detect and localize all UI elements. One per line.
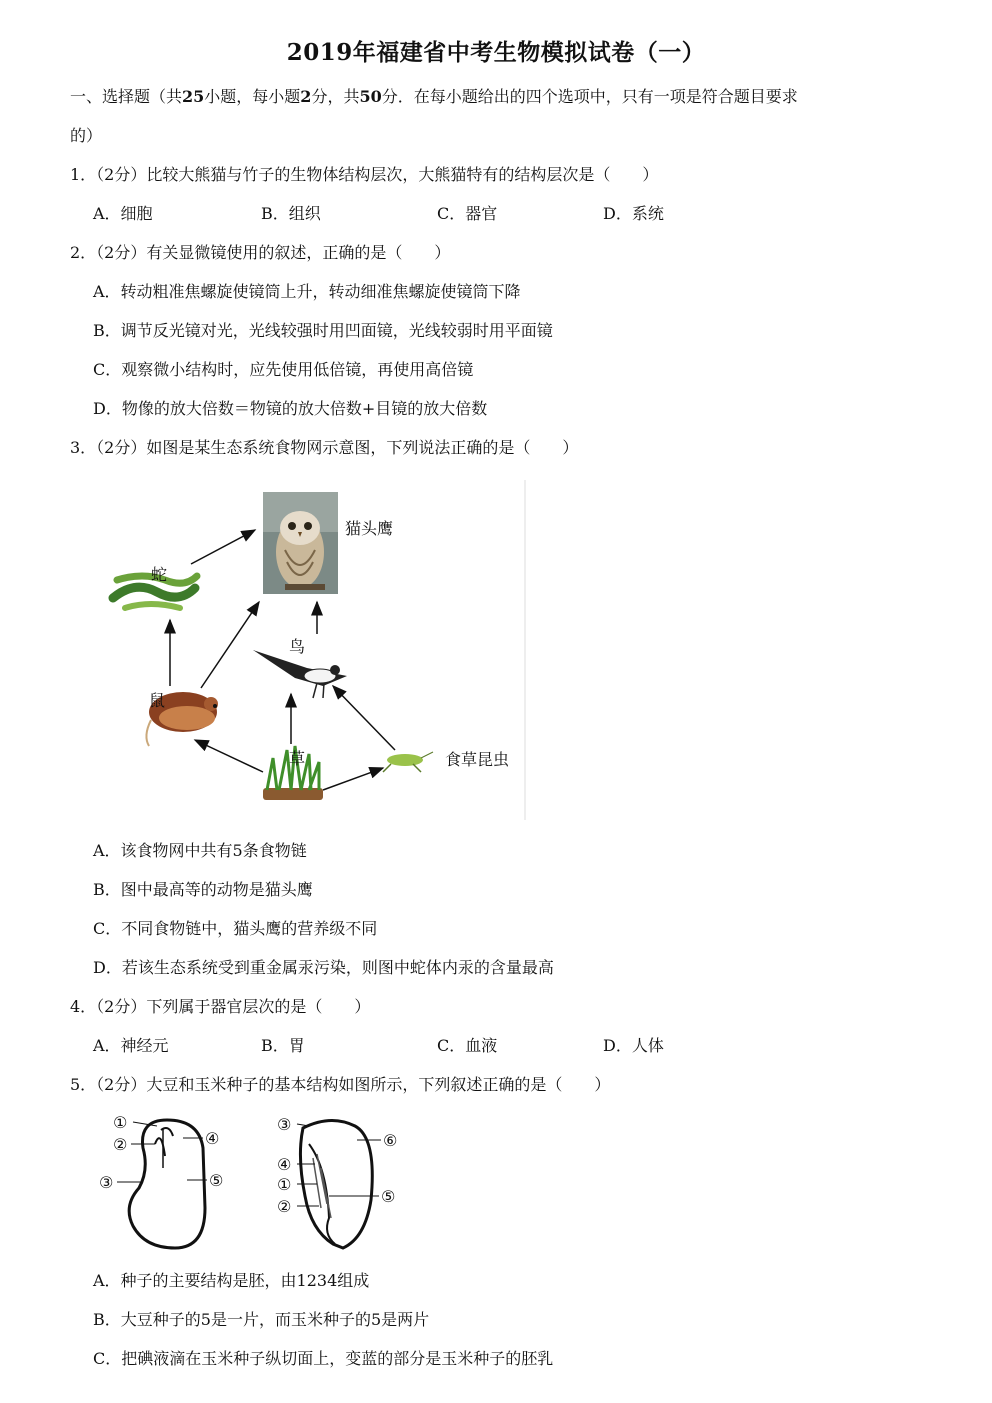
section-heading-cont: 的） bbox=[70, 126, 103, 145]
bean-label-2: ② bbox=[113, 1135, 128, 1154]
bird-picture bbox=[253, 650, 347, 698]
insect-picture bbox=[383, 752, 433, 772]
q2-stem: 2．（2分）有关显微镜使用的叙述，正确的是（ ） bbox=[70, 243, 451, 262]
arrow-grass-mouse bbox=[195, 740, 263, 772]
q1-option-c[interactable]: C．器官 bbox=[437, 204, 498, 223]
bean-label-5: ⑤ bbox=[209, 1171, 224, 1190]
label-grass: 草 bbox=[289, 749, 306, 768]
section-heading-p1: 一、选择题（共 bbox=[70, 87, 183, 106]
question-count: 25 bbox=[182, 87, 205, 106]
bean-seed-drawing bbox=[99, 1113, 223, 1248]
q4-option-d[interactable]: D．人体 bbox=[603, 1036, 664, 1055]
section-heading-p3: 分，共 bbox=[311, 87, 360, 106]
corn-label-1: ① bbox=[277, 1175, 292, 1194]
corn-label-3: ③ bbox=[277, 1115, 292, 1134]
label-mouse: 鼠 bbox=[149, 691, 166, 710]
q3-option-d[interactable]: D．若该生态系统受到重金属汞污染，则图中蛇体内汞的含量最高 bbox=[93, 958, 554, 977]
section-heading bbox=[70, 86, 798, 108]
q5-option-a[interactable]: A．种子的主要结构是胚，由1234组成 bbox=[93, 1271, 370, 1290]
q2-option-b[interactable]: B．调节反光镜对光，光线较强时用凹面镜，光线较弱时用平面镜 bbox=[93, 321, 553, 340]
points-each: 2 bbox=[300, 87, 312, 106]
corn-label-6: ⑥ bbox=[383, 1131, 398, 1150]
q1-option-d[interactable]: D．系统 bbox=[603, 204, 664, 223]
label-bird: 鸟 bbox=[289, 637, 306, 656]
q2-option-a[interactable]: A．转动粗准焦螺旋使镜筒上升，转动细准焦螺旋使镜筒下降 bbox=[93, 282, 521, 301]
corn-label-5: ⑤ bbox=[381, 1187, 396, 1206]
q4-stem: 4．（2分）下列属于器官层次的是（ ） bbox=[70, 997, 371, 1016]
corn-seed-drawing bbox=[277, 1115, 397, 1248]
bean-label-1: ① bbox=[113, 1113, 128, 1132]
corn-label-4: ④ bbox=[277, 1155, 292, 1174]
q5-stem: 5．（2分）大豆和玉米种子的基本结构如图所示，下列叙述正确的是（ ） bbox=[70, 1075, 611, 1094]
q1-stem: 1．（2分）比较大熊猫与竹子的生物体结构层次，大熊猫特有的结构层次是（ ） bbox=[70, 165, 659, 184]
q2-option-d[interactable]: D．物像的放大倍数＝物镜的放大倍数+目镜的放大倍数 bbox=[93, 399, 488, 418]
seed-structure-figure bbox=[95, 1108, 415, 1258]
q4-option-c[interactable]: C．血液 bbox=[437, 1036, 498, 1055]
q5-option-b[interactable]: B．大豆种子的5是一片，而玉米种子的5是两片 bbox=[93, 1310, 430, 1329]
arrow-snake-owl bbox=[191, 530, 255, 564]
label-snake: 蛇 bbox=[151, 565, 168, 584]
q3-stem: 3．（2分）如图是某生态系统食物网示意图，下列说法正确的是（ ） bbox=[70, 438, 579, 457]
bean-label-4: ④ bbox=[205, 1129, 220, 1148]
q5-option-c[interactable]: C．把碘液滴在玉米种子纵切面上，变蓝的部分是玉米种子的胚乳 bbox=[93, 1349, 554, 1368]
q4-option-b[interactable]: B．胃 bbox=[261, 1036, 305, 1055]
arrow-mouse-owl bbox=[201, 602, 259, 688]
q3-option-b[interactable]: B．图中最高等的动物是猫头鹰 bbox=[93, 880, 313, 899]
section-heading-p4: 分．在每小题给出的四个选项中，只有一项是符合题目要求 bbox=[381, 87, 798, 106]
food-web-figure bbox=[95, 480, 535, 825]
owl-picture bbox=[263, 492, 338, 594]
q3-option-a[interactable]: A．该食物网中共有5条食物链 bbox=[93, 841, 307, 860]
page-title: 2019年福建省中考生物模拟试卷（一） bbox=[286, 39, 706, 66]
q3-option-c[interactable]: C．不同食物链中，猫头鹰的营养级不同 bbox=[93, 919, 378, 938]
arrow-grass-insect bbox=[323, 768, 383, 790]
label-insect: 食草昆虫 bbox=[445, 750, 510, 769]
section-heading-p2: 小题，每小题 bbox=[204, 87, 301, 106]
arrow-insect-bird bbox=[333, 686, 395, 750]
corn-label-2: ② bbox=[277, 1197, 292, 1216]
q1-option-b[interactable]: B．组织 bbox=[261, 204, 321, 223]
q4-option-a[interactable]: A．神经元 bbox=[93, 1036, 169, 1055]
label-owl: 猫头鹰 bbox=[345, 519, 394, 538]
points-total: 50 bbox=[359, 87, 382, 106]
bean-label-3: ③ bbox=[99, 1173, 114, 1192]
q1-option-a[interactable]: A．细胞 bbox=[93, 204, 153, 223]
q2-option-c[interactable]: C．观察微小结构时，应先使用低倍镜，再使用高倍镜 bbox=[93, 360, 474, 379]
